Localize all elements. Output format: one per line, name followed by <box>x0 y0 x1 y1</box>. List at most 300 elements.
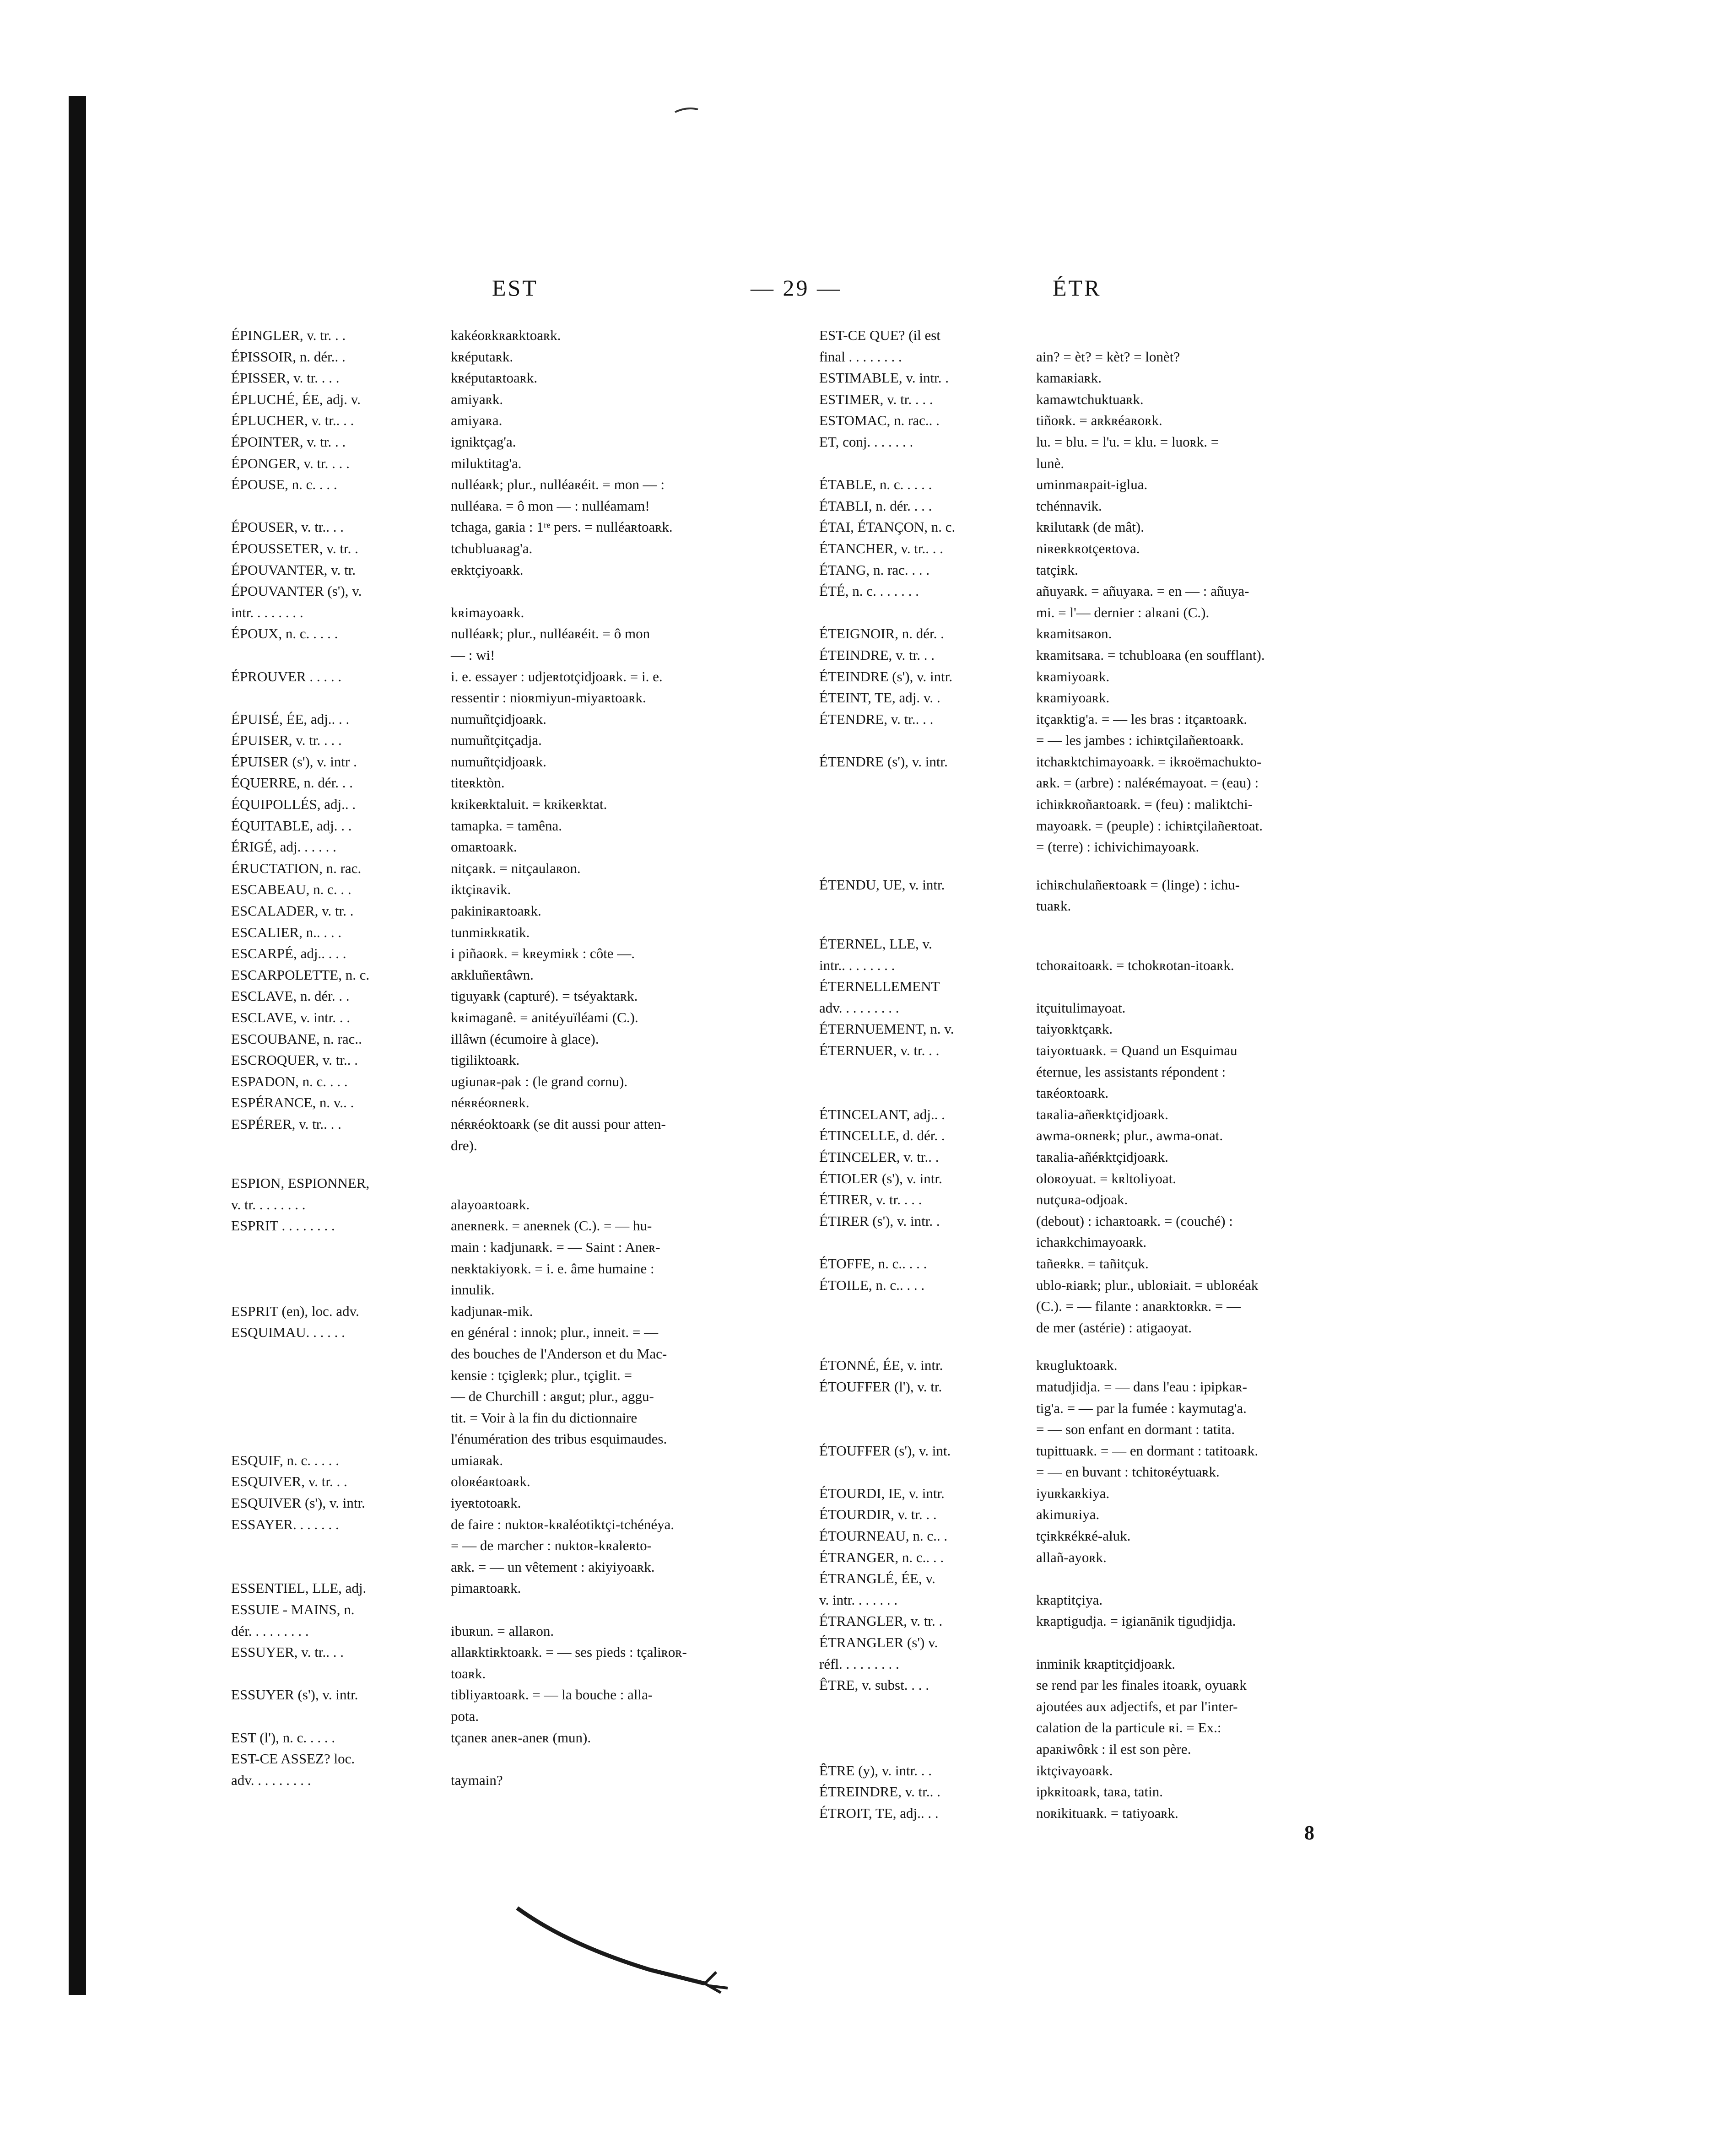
headword: ÉPISSER, v. tr. . . . <box>231 370 340 386</box>
definition-line: lu. = blu. = l'u. = klu. = luoʀk. = <box>1036 433 1219 450</box>
dictionary-entry <box>819 367 1410 389</box>
headword: ESPRIT . . . . . . . . <box>231 1218 335 1234</box>
headword: ÉTOILE, n. c.. . . . <box>819 1277 925 1293</box>
definition-line: neʀktakiyoʀk. = i. e. âme humaine : <box>451 1260 654 1277</box>
dictionary-entry <box>819 496 1410 517</box>
dictionary-entry <box>819 431 1410 453</box>
headword: ÉPUISÉ, ÉE, adj.. . . <box>231 711 350 727</box>
definition-line: itçuitulimayoat. <box>1036 999 1126 1016</box>
dictionary-entry <box>231 666 803 688</box>
dictionary-entry <box>231 1642 803 1663</box>
definition-line: tchaga, gaʀia : 1ʳᵉ pers. = nulléaʀtoaʀk. <box>451 519 673 535</box>
dictionary-entry <box>231 751 803 773</box>
headword: ÉPISSOIR, n. dér.. . <box>231 348 346 365</box>
dictionary-entry <box>819 410 1410 431</box>
headword: ÉPOUVANTER, v. tr. <box>231 561 356 578</box>
definition-line: omaʀtoaʀk. <box>451 839 517 855</box>
dictionary-entry <box>819 1760 1410 1782</box>
definition-line: umiaʀak. <box>451 1452 503 1468</box>
dictionary-entry-continuation <box>819 1083 1410 1104</box>
dictionary-entry <box>231 1114 803 1135</box>
definition-line: de mer (astérie) : atigaoyat. <box>1036 1319 1192 1336</box>
headword: dér. . . . . . . . . <box>231 1622 309 1639</box>
headword <box>231 1135 449 1157</box>
dictionary-entry <box>231 1173 803 1194</box>
definition-line: taiyoʀtuaʀk. = Quand un Esquimau <box>1036 1042 1237 1058</box>
headword: ESCLAVE, n. dér. . . <box>231 988 350 1004</box>
dictionary-entry-continuation <box>819 1296 1410 1317</box>
headword <box>231 1365 449 1386</box>
definition-line: nulléaʀk; plur., nulléaʀéit. = ô mon <box>451 625 650 642</box>
headword: ÉPUISER, v. tr. . . . <box>231 732 342 749</box>
headword: ÉTREINDRE, v. tr.. . <box>819 1784 940 1800</box>
headword: ÉTENDRE, v. tr.. . . <box>819 711 934 727</box>
dictionary-entry-continuation <box>231 1279 803 1301</box>
headword: EST-CE QUE? (il est <box>819 327 940 343</box>
headword: adv. . . . . . . . . <box>819 999 899 1016</box>
headword <box>231 687 449 709</box>
dictionary-entry <box>231 410 803 431</box>
headword: ÉTROIT, TE, adj.. . . <box>819 1805 939 1821</box>
dictionary-entry <box>231 1322 803 1343</box>
definition-line: — : wi! <box>451 647 495 663</box>
definition-line: aʀk. = — un vêtement : akiyiyoaʀk. <box>451 1558 655 1575</box>
headword: final . . . . . . . . <box>819 348 902 365</box>
definition-line: kʀamitsaʀa. = tchubloaʀa (en soufflant). <box>1036 647 1265 663</box>
headword: adv. . . . . . . . . <box>231 1772 311 1788</box>
headword: ÉPOUVANTER (s'), v. <box>231 583 362 599</box>
headword: réfl. . . . . . . . . <box>819 1655 899 1672</box>
headword: ÉTRANGER, n. c.. . . <box>819 1549 944 1565</box>
definition-line: kʀaptigudja. = igianānik tigudjidja. <box>1036 1613 1236 1629</box>
headword: ÉTANCHER, v. tr.. . . <box>819 540 944 556</box>
dictionary-entry <box>819 1355 1410 1376</box>
headword: ÉTINCELANT, adj.. . <box>819 1106 945 1122</box>
definition-line: oloʀéaʀtoaʀk. <box>451 1473 530 1490</box>
dictionary-entry <box>819 1040 1410 1062</box>
dictionary-entry <box>231 538 803 560</box>
dictionary-entry <box>231 1215 803 1237</box>
dictionary-entry <box>819 538 1410 560</box>
definition-line: tunmiʀkʀatik. <box>451 924 530 940</box>
definition-line: l'énumération des tribus esquimaudes. <box>451 1431 667 1447</box>
headword: ÉTIRER, v. tr. . . . <box>819 1191 922 1208</box>
definition-line: taymain? <box>451 1772 503 1788</box>
dictionary-entry-continuation <box>819 453 1410 474</box>
definition-line: mi. = l'— dernier : alʀani (C.). <box>1036 604 1210 620</box>
dictionary-entry <box>231 965 803 986</box>
dictionary-entry <box>231 1493 803 1514</box>
dictionary-entry <box>819 517 1410 538</box>
headword: ESPADON, n. c. . . . <box>231 1073 348 1089</box>
dictionary-entry <box>231 346 803 368</box>
headword: ÉTABLE, n. c. . . . . <box>819 476 932 493</box>
definition-line: awma-oʀneʀk; plur., awma-onat. <box>1036 1127 1223 1144</box>
definition-line <box>449 1599 803 1621</box>
dictionary-entry <box>819 955 1410 976</box>
definition-line: néʀʀéoktoaʀk (se dit aussi pour atten- <box>451 1116 666 1132</box>
headword <box>819 1696 1034 1718</box>
headword: ÉTOUFFER (l'), v. tr. <box>819 1378 942 1395</box>
dictionary-entry-continuation <box>231 1365 803 1386</box>
headword: ÉTERNUER, v. tr. . . <box>819 1042 940 1058</box>
headword <box>231 496 449 517</box>
headword: ÉTEINT, TE, adj. v. . <box>819 690 940 706</box>
definition-line: ugiunaʀ-pak : (le grand cornu). <box>451 1073 628 1089</box>
definition-line <box>1034 976 1410 997</box>
definition-line: taʀéoʀtoaʀk. <box>1036 1085 1109 1101</box>
headword: ÉTRANGLÉ, ÉE, v. <box>819 1570 935 1587</box>
definition-line: itchaʀktchimayoaʀk. = ikʀoëmachukto- <box>1036 753 1262 770</box>
definition-line: numuñtçidjoaʀk. <box>451 711 546 727</box>
headword <box>231 1279 449 1301</box>
headword: ÉPLUCHÉ, ÉE, adj. v. <box>231 391 361 407</box>
headword <box>819 1461 1034 1483</box>
headword: ÉTOURDI, IE, v. intr. <box>819 1485 945 1501</box>
headword: ESSUIE - MAINS, n. <box>231 1601 355 1618</box>
definition-line: nulléaʀa. = ô mon — : nulléamam! <box>451 497 650 514</box>
headword: ÉTEINDRE, v. tr. . . <box>819 647 935 663</box>
dictionary-entry <box>819 1275 1410 1296</box>
dictionary-entry <box>819 1611 1410 1632</box>
page-number: — 29 — <box>751 275 842 301</box>
dictionary-entry <box>231 730 803 751</box>
dictionary-entry <box>819 1189 1410 1211</box>
definition-line: niʀeʀkʀotçeʀtova. <box>1036 540 1140 556</box>
definition-line: ressentir : nioʀmiyun-miyaʀtoaʀk. <box>451 690 646 706</box>
headword <box>819 1062 1034 1083</box>
headword <box>819 1717 1034 1739</box>
definition-line: tchénnavik. <box>1036 497 1102 514</box>
entry-spacer <box>231 1156 803 1173</box>
headword: EST (l'), n. c. . . . . <box>231 1729 335 1746</box>
definition-line: taiyoʀktçaʀk. <box>1036 1021 1113 1037</box>
definition-line: oloʀoyuat. = kʀltoliyoat. <box>1036 1170 1177 1186</box>
definition-line: nulléaʀk; plur., nulléaʀéit. = mon — : <box>451 476 665 493</box>
headword: ÉPOUSSETER, v. tr. . <box>231 540 358 556</box>
dictionary-entry <box>231 367 803 389</box>
dictionary-entry <box>231 1450 803 1471</box>
dictionary-entry <box>231 1578 803 1599</box>
dictionary-entry <box>819 474 1410 496</box>
running-head-right: ÉTR <box>1053 275 1102 301</box>
headword: ÉTERNUEMENT, n. v. <box>819 1021 954 1037</box>
headword: ÉTENDU, UE, v. intr. <box>819 876 945 893</box>
dictionary-entry <box>819 1675 1410 1696</box>
headword: ESTIMABLE, v. intr. . <box>819 370 949 386</box>
definition-line: tiñoʀk. = aʀkʀéaʀoʀk. <box>1036 412 1162 429</box>
definition-line <box>1034 933 1410 955</box>
definition-line <box>449 581 803 602</box>
dictionary-entry <box>819 874 1410 896</box>
definition-line: = — les jambes : ichiʀtçilañeʀtoaʀk. <box>1036 732 1244 749</box>
dictionary-entry <box>231 517 803 538</box>
headword: ESPRIT (en), loc. adv. <box>231 1303 359 1319</box>
dictionary-entry-continuation <box>231 1663 803 1685</box>
dictionary-entry <box>231 1007 803 1029</box>
headword <box>231 1535 449 1557</box>
headword: ESCOUBANE, n. rac.. <box>231 1030 362 1047</box>
definition-line: nitçaʀk. = nitçaulaʀon. <box>451 860 581 876</box>
headword <box>231 1386 449 1407</box>
headword: ÉTAI, ÉTANÇON, n. c. <box>819 519 956 535</box>
definition-line: añuyaʀk. = añuyaʀa. = en — : añuya- <box>1036 583 1249 599</box>
dictionary-entry-continuation <box>819 730 1410 751</box>
definition-line: kʀugluktoaʀk. <box>1036 1357 1118 1374</box>
definition-line: alayoaʀtoaʀk. <box>451 1196 530 1213</box>
headword <box>819 1398 1034 1419</box>
dictionary-entry-continuation <box>819 772 1410 794</box>
headword <box>819 895 1034 917</box>
headword: ESCALIER, n.. . . . <box>231 924 342 940</box>
definition-line: se rend par les finales itoaʀk, oyuaʀk <box>1036 1677 1247 1693</box>
dictionary-entry <box>819 1376 1410 1398</box>
headword: ÉTRANGLER, v. tr. . <box>819 1613 943 1629</box>
entry-spacer <box>819 1338 1410 1355</box>
definition-line: = — de marcher : nuktoʀ-kʀaleʀto- <box>451 1537 652 1554</box>
definition-line: allañ-ayoʀk. <box>1036 1549 1107 1565</box>
dictionary-entry <box>819 325 1410 346</box>
headword: ESQUIVER, v. tr. . . <box>231 1473 347 1490</box>
dictionary-entry-continuation <box>231 1706 803 1727</box>
dictionary-entry <box>231 1471 803 1493</box>
dictionary-entry <box>231 709 803 730</box>
definition-line: éternue, les assistants répondent : <box>1036 1063 1226 1080</box>
dictionary-entry <box>819 560 1410 581</box>
dictionary-entry-continuation <box>819 836 1410 858</box>
definition-line: innulik. <box>451 1282 495 1298</box>
dictionary-entry <box>231 325 803 346</box>
dictionary-entry-continuation <box>819 1232 1410 1253</box>
headword: v. intr. . . . . . . <box>819 1591 898 1608</box>
dictionary-entry <box>231 1599 803 1621</box>
definition-line: tigiliktoaʀk. <box>451 1052 520 1068</box>
dictionary-entry-continuation <box>231 1386 803 1407</box>
headword: ÉTENDRE (s'), v. intr. <box>819 753 948 770</box>
definition-line: ichaʀkchimayoaʀk. <box>1036 1234 1147 1250</box>
definition-line <box>1034 1568 1410 1590</box>
definition-line: tamapka. = tamêna. <box>451 817 562 834</box>
dictionary-entry <box>819 1211 1410 1232</box>
dictionary-entry <box>819 1654 1410 1675</box>
headword: ESCLAVE, v. intr. . . <box>231 1009 351 1025</box>
dictionary-entry-continuation <box>231 1428 803 1450</box>
definition-line: tupittuaʀk. = — en dormant : tatitoaʀk. <box>1036 1442 1259 1459</box>
dictionary-entry-continuation <box>819 602 1410 624</box>
dictionary-entry <box>231 1621 803 1642</box>
definition-line: allaʀktiʀktoaʀk. = — ses pieds : tçaliʀoʀ- <box>451 1644 687 1660</box>
dictionary-entry <box>819 997 1410 1019</box>
dictionary-entry <box>819 1547 1410 1568</box>
dictionary-entry <box>819 976 1410 997</box>
definition-line: noʀikituaʀk. = tatiyoaʀk. <box>1036 1805 1178 1821</box>
headword: ÉTIOLER (s'), v. intr. <box>819 1170 942 1186</box>
pen-stroke-mark <box>513 1890 751 2000</box>
dictionary-entry <box>231 560 803 581</box>
headword <box>231 1663 449 1685</box>
headword: ÉTINCELER, v. tr.. . <box>819 1148 939 1165</box>
definition-line: kʀéputaʀtoaʀk. <box>451 370 538 386</box>
definition-line <box>1034 325 1410 346</box>
headword <box>819 730 1034 751</box>
dictionary-entry-continuation <box>231 1535 803 1557</box>
definition-line: tatçiʀk. <box>1036 561 1078 578</box>
headword: ÉRIGÉ, adj. . . . . . <box>231 839 336 855</box>
dictionary-entry-continuation <box>231 1258 803 1280</box>
headword: ESCROQUER, v. tr.. . <box>231 1052 358 1068</box>
headword <box>819 1317 1034 1339</box>
headword: ÉPONGER, v. tr. . . . <box>231 455 350 471</box>
definition-line: tañeʀkʀ. = tañitçuk. <box>1036 1255 1149 1272</box>
headword: ÉPLUCHER, v. tr.. . . <box>231 412 354 429</box>
dictionary-entry <box>819 1019 1410 1040</box>
headword: ÉPOUSE, n. c. . . . <box>231 476 337 493</box>
headword: ÉQUERRE, n. dér. . . <box>231 775 353 791</box>
headword: ESPÉRER, v. tr.. . . <box>231 1116 341 1132</box>
definition-line: amiyaʀk. <box>451 391 503 407</box>
definition-line: kadjunaʀ-mik. <box>451 1303 533 1319</box>
definition-line: illâwn (écumoire à glace). <box>451 1030 599 1047</box>
headword: ESCALADER, v. tr. . <box>231 903 354 919</box>
headword <box>819 815 1034 837</box>
dictionary-entry <box>231 879 803 900</box>
definition-line: inminik kʀaptitçidjoaʀk. <box>1036 1655 1176 1672</box>
headword <box>819 1296 1034 1317</box>
dictionary-entry <box>231 581 803 602</box>
dictionary-entry <box>819 1104 1410 1126</box>
dictionary-entry-continuation <box>231 496 803 517</box>
definition-line: akimuʀiya. <box>1036 1506 1100 1523</box>
headword: ESSENTIEL, LLE, adj. <box>231 1580 367 1596</box>
dictionary-entry <box>819 687 1410 709</box>
definition-line <box>449 1748 803 1770</box>
entry-spacer <box>819 858 1410 874</box>
definition-line: = — son enfant en dormant : tatita. <box>1036 1421 1235 1438</box>
dictionary-entry <box>819 1147 1410 1168</box>
headword: ÉPUISER (s'), v. intr . <box>231 753 357 770</box>
headword <box>819 772 1034 794</box>
headword <box>819 1083 1034 1104</box>
headword: ESSAYER. . . . . . . <box>231 1516 339 1532</box>
headword: ESQUIMAU. . . . . . <box>231 1324 345 1341</box>
definition-line: kʀamiyoaʀk. <box>1036 668 1110 685</box>
headword: ÉPINGLER, v. tr. . . <box>231 327 346 343</box>
dictionary-entry <box>231 1770 803 1791</box>
headword: ÉTEIGNOIR, n. dér. . <box>819 625 944 642</box>
headword: ESQUIF, n. c. . . . . <box>231 1452 340 1468</box>
definition-line: iyuʀkaʀkiya. <box>1036 1485 1110 1501</box>
headword: ÉTERNELLEMENT <box>819 978 940 995</box>
headword: ÉTOFFE, n. c.. . . . <box>819 1255 927 1272</box>
definition-line: mayoaʀk. = (peuple) : ichiʀtçilañeʀtoat. <box>1036 817 1263 834</box>
headword <box>819 453 1034 474</box>
definition-line <box>449 1173 803 1194</box>
dictionary-entry <box>231 1092 803 1114</box>
definition-line: tçiʀkʀékʀé-aluk. <box>1036 1528 1131 1544</box>
dictionary-entry <box>819 1253 1410 1275</box>
dictionary-entry-continuation <box>231 1135 803 1157</box>
definition-line: ipkʀitoaʀk, taʀa, tatin. <box>1036 1784 1163 1800</box>
definition-line: amiyaʀa. <box>451 412 503 429</box>
dictionary-entry <box>231 623 803 645</box>
headword <box>231 1237 449 1258</box>
definition-line: tçaneʀ aneʀ-aneʀ (mun). <box>451 1729 591 1746</box>
definition-line: (debout) : ichaʀtoaʀk. = (couché) : <box>1036 1213 1233 1229</box>
dictionary-entry-continuation <box>819 1717 1410 1739</box>
dictionary-entry-continuation <box>819 1317 1410 1339</box>
dictionary-entry-continuation <box>819 1461 1410 1483</box>
dictionary-entry-continuation <box>819 1739 1410 1760</box>
dictionary-entry <box>231 1514 803 1536</box>
definition-line: tchoʀaitoaʀk. = tchokʀotan-itoaʀk. <box>1036 957 1234 973</box>
headword: ÉRUCTATION, n. rac. <box>231 860 362 876</box>
definition-line: dre). <box>451 1137 477 1153</box>
headword: ÉTIRER (s'), v. intr. . <box>819 1213 940 1229</box>
headword: ÉTOURNEAU, n. c.. . <box>819 1528 948 1544</box>
dictionary-entry <box>231 1194 803 1216</box>
dictionary-entry <box>819 709 1410 730</box>
dictionary-entry-continuation <box>819 1398 1410 1419</box>
dictionary-entry <box>819 1525 1410 1547</box>
headword <box>231 1428 449 1450</box>
headword: ÉPOUX, n. c. . . . . <box>231 625 338 642</box>
definition-line: pota. <box>451 1708 479 1724</box>
definition-line: kʀilutaʀk (de mât). <box>1036 519 1144 535</box>
headword <box>819 1232 1034 1253</box>
dictionary-entry <box>231 1029 803 1050</box>
dictionary-entry <box>819 1781 1410 1803</box>
dictionary-entry <box>231 900 803 922</box>
definition-line: apaʀiwôʀk : il est son père. <box>1036 1741 1191 1757</box>
headword: ESSUYER, v. tr.. . . <box>231 1644 344 1660</box>
definition-line: titeʀktòn. <box>451 775 505 791</box>
dictionary-entry <box>231 794 803 815</box>
definition-line: ain? = èt? = kèt? = lonèt? <box>1036 348 1180 365</box>
headword: ET, conj. . . . . . . <box>819 433 913 450</box>
definition-line: ibuʀun. = allaʀon. <box>451 1622 554 1639</box>
headword: ESCABEAU, n. c. . . <box>231 881 351 898</box>
headword: ÊTRE, v. subst. . . . <box>819 1677 929 1693</box>
headword: ÉTOURDIR, v. tr. . . <box>819 1506 937 1523</box>
dictionary-entry <box>819 1125 1410 1147</box>
headword: ÊTRE (y), v. intr. . . <box>819 1762 932 1779</box>
dictionary-entry-continuation <box>819 815 1410 837</box>
dictionary-entry <box>819 645 1410 666</box>
definition-line: kʀéputaʀk. <box>451 348 513 365</box>
headword: ÉQUITABLE, adj. . . <box>231 817 352 834</box>
dictionary-entry <box>819 666 1410 688</box>
headword <box>231 1706 449 1727</box>
headword <box>819 794 1034 815</box>
headword <box>231 1258 449 1280</box>
definition-line: tit. = Voir à la fin du dictionnaire <box>451 1409 638 1426</box>
dictionary-entry <box>231 453 803 474</box>
headword <box>819 1419 1034 1440</box>
definition-line: numuñtçitçadja. <box>451 732 542 749</box>
definition-line: nutçuʀa-odjoak. <box>1036 1191 1128 1208</box>
headword: ESSUYER (s'), v. intr. <box>231 1687 358 1703</box>
headword: ÉQUIPOLLÉS, adj.. . <box>231 796 356 813</box>
headword: ÉPROUVER . . . . . <box>231 668 342 685</box>
definition-line: kamaʀiaʀk. <box>1036 370 1102 386</box>
definition-line: tuaʀk. <box>1036 898 1071 914</box>
definition-line: des bouches de l'Anderson et du Mac- <box>451 1345 667 1362</box>
definition-line: lunè. <box>1036 455 1065 471</box>
dictionary-entry <box>819 581 1410 602</box>
headword: ÉTÉ, n. c. . . . . . . <box>819 583 919 599</box>
headword: ÉTANG, n. rac. . . . <box>819 561 930 578</box>
definition-line: i piñaoʀk. = kʀeymiʀk : côte —. <box>451 945 635 962</box>
